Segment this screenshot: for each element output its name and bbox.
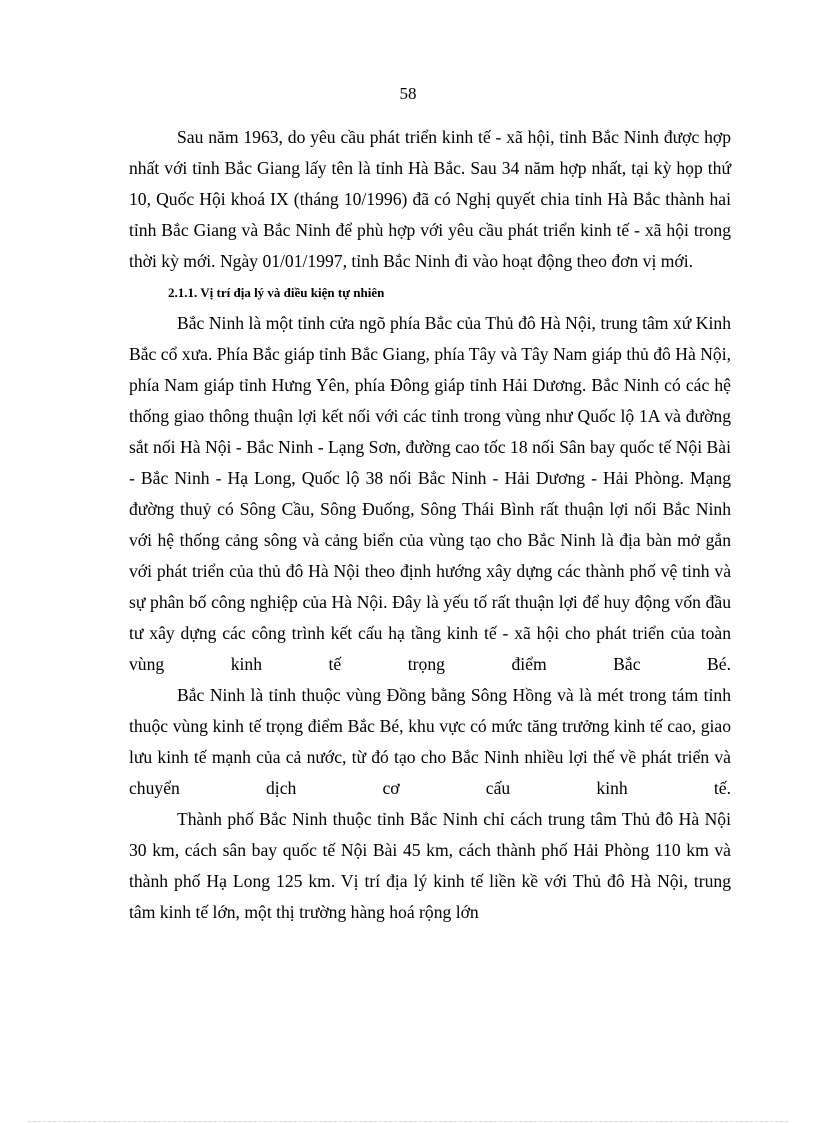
paragraph-economic-region: Bắc Ninh là tỉnh thuộc vùng Đồng bằng Sông Hồng và là mét trong tám tỉnh thuộc vùng kinh tế trọng điểm Bắc Bé, khu vực có mức tăng trưởng kinh tế cao, giao lưu kinh tế mạnh của cả nước, từ đó tạo cho Bắc Ninh nhiều lợi thế về phát triển và chuyển dịch cơ cấu kinh tế. bbox=[129, 685, 731, 798]
paragraph-province-merger: Sau năm 1963, do yêu cầu phát triển kinh tế - xã hội, tỉnh Bắc Ninh được hợp nhất với tỉnh Bắc Giang lấy tên là tỉnh Hà Bắc. Sau 34 năm hợp nhất, tại kỳ họp thứ 10, Quốc Hội khoá IX (tháng 10/1996) đã có Nghị quyết chia tỉnh Hà Bắc thành hai tỉnh Bắc Giang và Bắc Ninh để phù hợp với yêu cầu phát triển kinh tế - xã hội trong thời kỳ mới. Ngày 01/01/1997, tỉnh Bắc Ninh đi vào hoạt động theo đơn vị mới. bbox=[129, 127, 731, 271]
page-number: 58 bbox=[399, 84, 417, 103]
body-text bbox=[129, 122, 731, 928]
section-heading: 2.1.1. Vị trí địa lý và điều kiện tự nhiên bbox=[168, 285, 385, 300]
paragraph-city-distances: Thành phố Bắc Ninh thuộc tỉnh Bắc Ninh chỉ cách trung tâm Thủ đô Hà Nội 30 km, cách sân bay quốc tế Nội Bài 45 km, cách thành phố Hải Phòng 110 km và thành phố Hạ Long 125 km. Vị trí địa lý kinh tế liền kề với Thủ đô Hà Nội, trung tâm kinh tế lớn, một thị trường hàng hoá rộng lớn bbox=[129, 809, 731, 922]
paragraph-location: Bắc Ninh là một tỉnh cửa ngõ phía Bắc của Thủ đô Hà Nội, trung tâm xứ Kinh Bắc cổ xưa. Phía Bắc giáp tỉnh Bắc Giang, phía Tây và Tây Nam giáp thủ đô Hà Nội, phía Nam giáp tỉnh Hưng Yên, phía Đông giáp tỉnh Hải Dương. Bắc Ninh có các hệ thống giao thông thuận lợi kết nối với các tỉnh trong vùng như Quốc lộ 1A và đường sắt nối Hà Nội - Bắc Ninh - Lạng Sơn, đường cao tốc 18 nối Sân bay quốc tế Nội Bài - Bắc Ninh - Hạ Long, Quốc lộ 38 nối Bắc Ninh - Hải Dương - Hải Phòng. Mạng đường thuỷ có Sông Cầu, Sông Đuống, Sông Thái Bình rất thuận lợi nối Bắc Ninh với hệ thống cảng sông và cảng biển của vùng tạo cho Bắc Ninh là địa bàn mở gắn với phát triển của thủ đô Hà Nội theo định hướng xây dựng các thành phố vệ tinh và sự phân bố công nghiệp của Hà Nội. Đây là yếu tố rất thuận lợi để huy động vốn đầu tư xây dựng các công trình kết cấu hạ tầng kinh tế - xã hội cho phát triển của toàn vùng kinh tế trọng điểm Bắc Bé. bbox=[129, 313, 731, 674]
page-bottom-divider bbox=[28, 1121, 788, 1122]
